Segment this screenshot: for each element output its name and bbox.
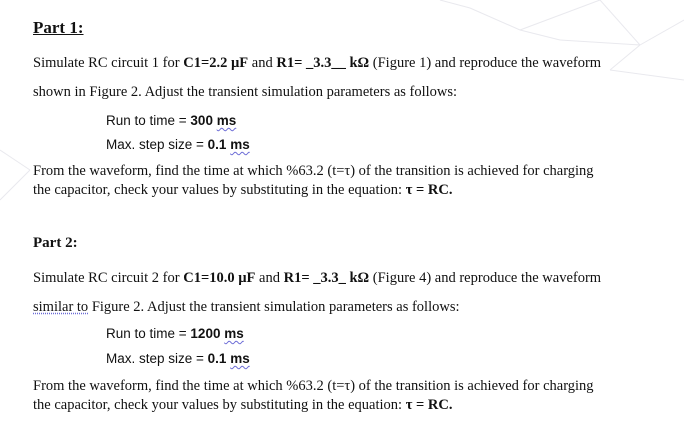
resistor-value: _3.3__ <box>305 55 346 71</box>
param-value: 0.1 <box>207 351 227 366</box>
param-unit: ms <box>216 113 237 128</box>
part1-title: Part 1: <box>33 18 84 37</box>
param-value: 1200 <box>190 326 221 341</box>
capacitor-value: C1=10.0 µF <box>183 270 256 286</box>
text: and <box>248 55 277 71</box>
part2-para-line2 <box>33 397 452 414</box>
part1-max-step <box>106 137 250 152</box>
equation: τ = RC. <box>405 182 453 198</box>
resistor-unit: kΩ <box>345 270 370 286</box>
equation: τ = RC. <box>405 397 453 413</box>
resistor-value: _3.3_ <box>313 270 346 286</box>
part1-para-line2 <box>33 182 452 199</box>
part1-run-to-time <box>106 113 236 128</box>
part1-intro-line1 <box>33 55 601 72</box>
resistor-label: R1= <box>283 270 314 286</box>
param-label: Max. step size = <box>106 351 208 366</box>
flagged-text: similar to <box>33 299 89 315</box>
param-label: Run to time = <box>106 326 191 341</box>
part2-intro-line1 <box>33 270 601 287</box>
text: and <box>255 270 284 286</box>
resistor-label: R1= <box>276 55 306 71</box>
part2-para-line1: From the waveform, find the time at which %63.2 (t=τ) of the transition is achieved for charging <box>33 378 594 394</box>
param-value: 0.1 <box>207 137 227 152</box>
text: the capacitor, check your values by substituting in the equation: <box>33 182 406 198</box>
param-unit: ms <box>230 137 250 152</box>
param-value: 300 <box>190 113 213 128</box>
text: Simulate RC circuit 2 for <box>33 270 184 286</box>
part2-title: Part 2: <box>33 235 78 251</box>
part2-run-to-time <box>106 326 244 341</box>
text: Simulate RC circuit 1 for <box>33 55 184 71</box>
param-unit: ms <box>224 326 244 341</box>
part1-para-line1: From the waveform, find the time at which %63.2 (t=τ) of the transition is achieved for charging <box>33 163 594 179</box>
text: Figure 2. Adjust the transient simulation parameters as follows: <box>88 299 460 315</box>
capacitor-value: C1=2.2 µF <box>183 55 249 71</box>
resistor-unit: kΩ <box>345 55 370 71</box>
part2-intro-line2 <box>33 299 460 316</box>
param-unit: ms <box>230 351 250 366</box>
part1-intro-line2: shown in Figure 2. Adjust the transient simulation parameters as follows: <box>33 84 458 100</box>
text: (Figure 4) and reproduce the waveform <box>369 270 602 286</box>
part2-max-step <box>106 351 250 366</box>
param-label: Max. step size = <box>106 137 208 152</box>
param-label: Run to time = <box>106 113 191 128</box>
text: (Figure 1) and reproduce the waveform <box>369 55 602 71</box>
text: the capacitor, check your values by substituting in the equation: <box>33 397 406 413</box>
